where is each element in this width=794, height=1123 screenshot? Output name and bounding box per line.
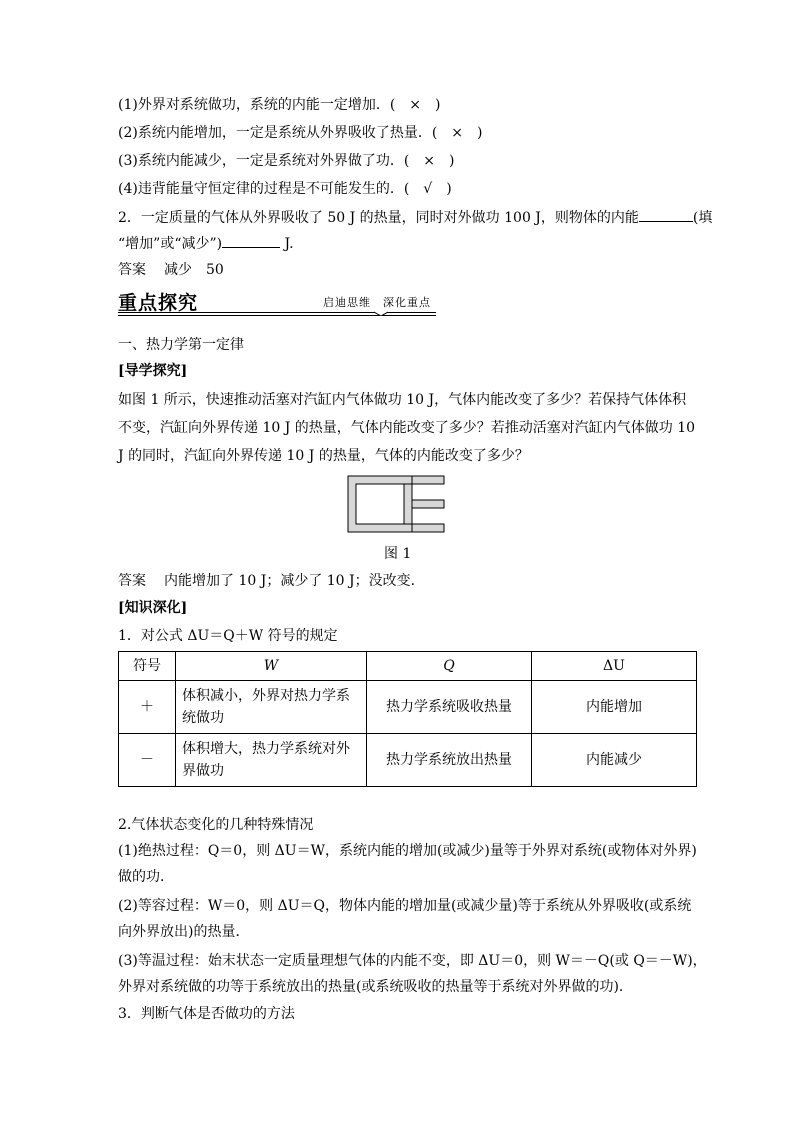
point-2-heading: 2.气体状态变化的几种特殊情况: [118, 817, 314, 833]
fill-blank-1: [639, 207, 693, 222]
banner-subtitle: 启迪思维 深化重点: [323, 296, 431, 309]
quiz-item-2: (2)系统内能增加，一定是系统从外界吸收了热量．( × ): [118, 125, 483, 141]
sign-convention-table: [118, 651, 697, 787]
header-du: ΔU: [532, 652, 697, 681]
row-w-line-1: 体积减小，外界对热力学系: [182, 688, 350, 704]
case-isochoric-line-1: (2)等容过程：W＝0，则 ΔU＝Q，物体内能的增加量(或减少量)等于系统从外界吸收(或系统: [118, 898, 692, 914]
row-w-line-1: 体积增大，热力学系统对外: [182, 741, 350, 757]
section-heading-1: 一、热力学第一定律: [118, 337, 244, 353]
figure-caption: 图 1: [384, 546, 412, 562]
point-3-heading: 3．判断气体是否做功的方法: [118, 1006, 295, 1022]
piston-top-bar: [412, 476, 444, 484]
row-w: [176, 734, 367, 787]
piston-head: [404, 484, 412, 524]
header-w: W: [176, 652, 367, 681]
row-du: 内能减少: [532, 734, 697, 787]
header-sign: 符号: [119, 652, 176, 681]
row-q: 热力学系统放出热量: [367, 734, 532, 787]
fill-blank-2: [222, 233, 280, 248]
quiz-answer: [118, 261, 224, 279]
guide-answer: [118, 572, 425, 590]
quiz-item-5-line-1: [118, 207, 712, 227]
row-w-line-2: 统做功: [182, 710, 224, 726]
case-isothermal-line-1: (3)等温过程：始末状态一定质量理想气体的内能不变，即 ΔU＝0，则 W＝－Q(或 Q＝－W)，: [118, 953, 707, 969]
banner-title: 重点探究: [118, 292, 199, 314]
case-isothermal-line-2: 外界对系统做的功等于系统放出的热量(或系统吸收的热量等于系统对外界做的功)．: [118, 979, 633, 995]
answer-label: 答案: [118, 573, 146, 589]
quiz-item-5-paren: (填: [692, 210, 713, 226]
header-q: Q: [367, 652, 532, 681]
row-q: 热力学系统吸收热量: [367, 681, 532, 734]
section-banner: [118, 288, 438, 316]
table-header-row: [119, 652, 697, 681]
piston-bottom-bar: [412, 524, 444, 532]
piston-rod-bar: [412, 500, 444, 508]
row-w: [176, 681, 367, 734]
guide-paragraph-line-2: 不变，汽缸向外界传递 10 J 的热量，气体内能改变了多少？若推动活塞对汽缸内气体做功 10: [118, 420, 696, 436]
answer-values: 减少 50: [164, 262, 224, 278]
table-row: [119, 681, 697, 734]
row-w-line-2: 界做功: [182, 763, 224, 779]
row-du: 内能增加: [532, 681, 697, 734]
quiz-item-3: (3)系统内能减少，一定是系统对外界做了功．( × ): [118, 153, 455, 169]
row-sign: ＋: [119, 681, 176, 734]
quiz-item-5-line-2: [118, 233, 294, 253]
case-isochoric-line-2: 向外界放出)的热量．: [118, 924, 250, 940]
guide-paragraph-line-1: 如图 1 所示，快速推动活塞对汽缸内气体做功 10 J，气体内能改变了多少？若保持气体体积: [118, 392, 687, 408]
answer-text: 内能增加了 10 J；减少了 10 J；没改变．: [164, 573, 425, 589]
knowledge-tag: [知识深化]: [118, 600, 188, 616]
quiz-item-4: (4)违背能量守恒定律的过程是不可能发生的．( √ ): [118, 181, 452, 197]
row-sign: －: [119, 734, 176, 787]
table-row: [119, 734, 697, 787]
cylinder-wall: [348, 476, 412, 532]
banner-rule: [118, 312, 436, 316]
quiz-item-5-unit: J.: [280, 236, 294, 252]
banner-notch-icon: [374, 308, 388, 316]
guide-tag: [导学探究]: [118, 363, 188, 379]
quiz-item-1: (1)外界对系统做功，系统的内能一定增加．( × ): [118, 97, 441, 113]
quiz-item-5-options: “增加”或“减少”): [118, 236, 223, 252]
quiz-item-5-text: 2．一定质量的气体从外界吸收了 50 J 的热量，同时对外做功 100 J，则物体的内能: [118, 210, 639, 226]
answer-label: 答案: [118, 262, 146, 278]
guide-paragraph-line-3: J 的同时，汽缸向外界传递 10 J 的热量，气体的内能改变了多少？: [118, 448, 529, 464]
case-adiabatic-line-1: (1)绝热过程：Q＝0，则 ΔU＝W，系统内能的增加(或减少)量等于外界对系统(或物体对外界): [118, 843, 697, 859]
point-1-heading: 1．对公式 ΔU＝Q＋W 符号的规定: [118, 628, 338, 644]
case-adiabatic-line-2: 做的功．: [118, 869, 174, 885]
cylinder-piston-diagram: [346, 474, 446, 534]
